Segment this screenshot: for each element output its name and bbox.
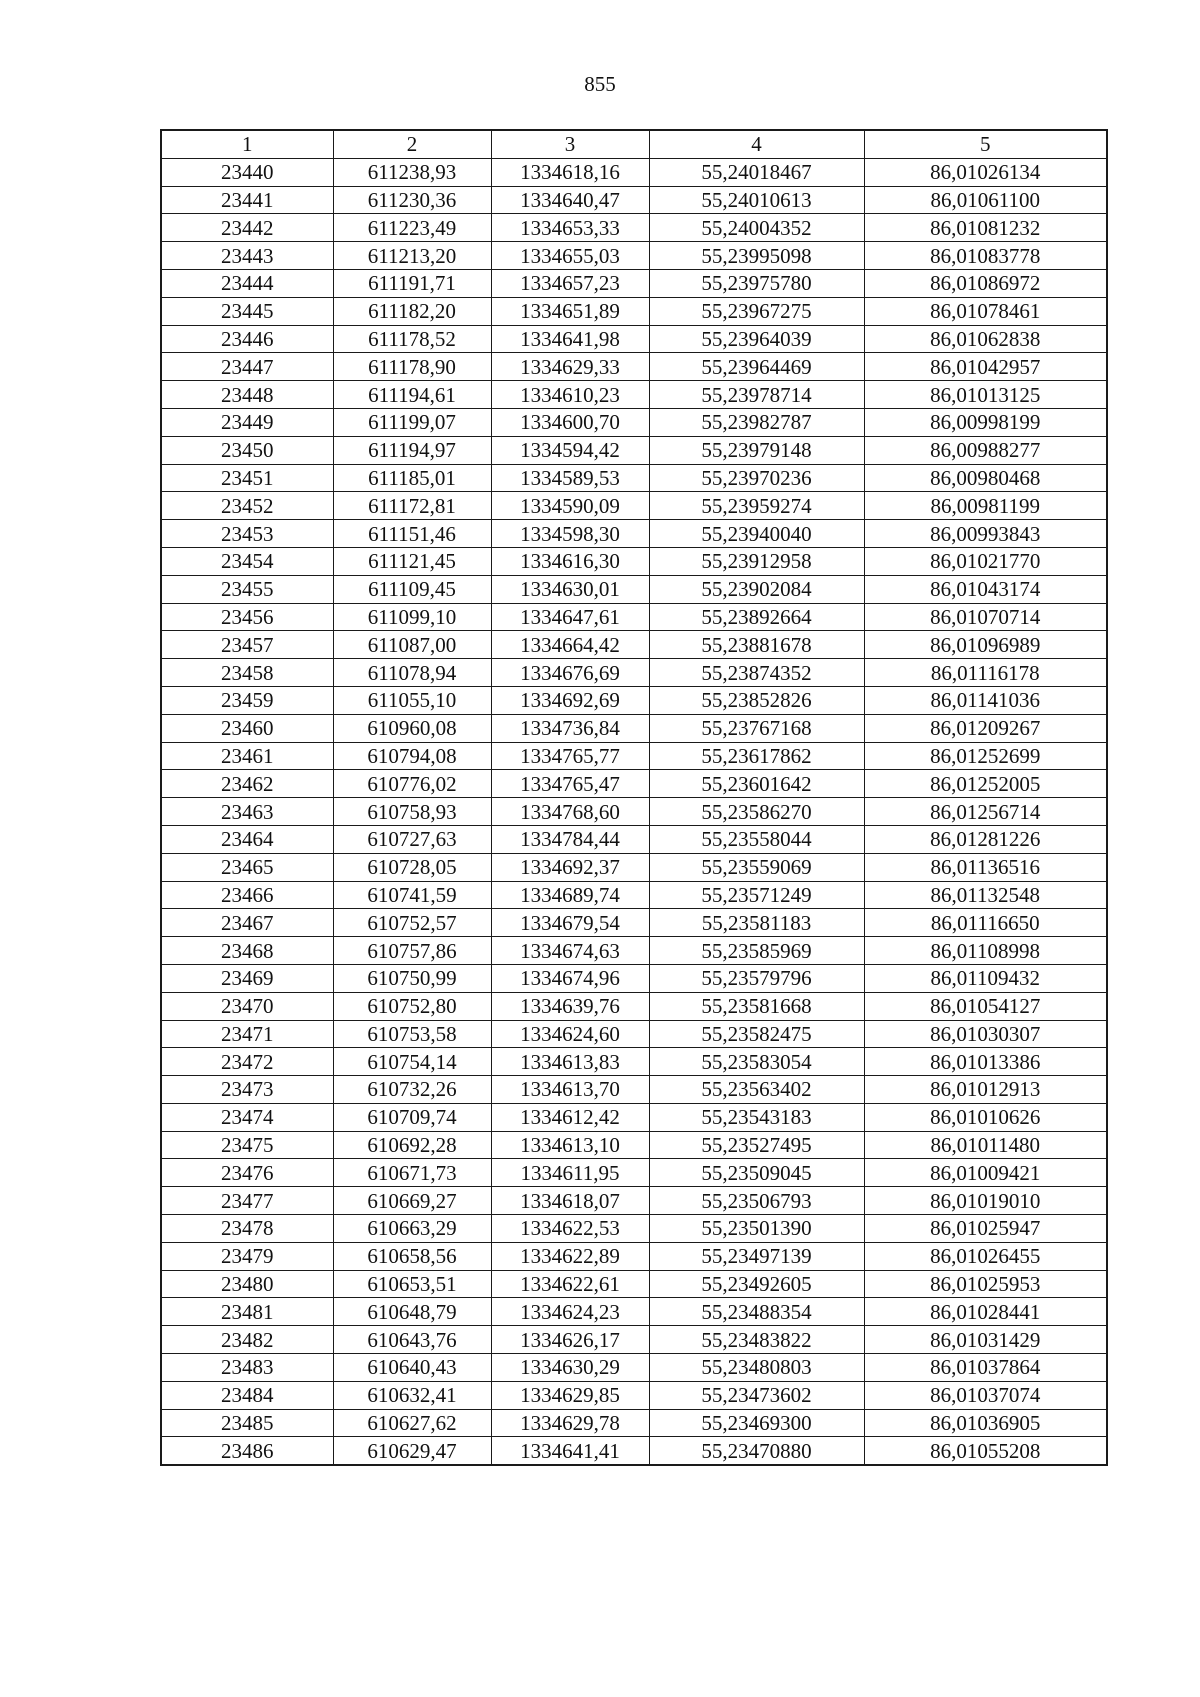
x-coordinate-cell: 610643,76 bbox=[333, 1326, 491, 1354]
x-coordinate-cell: 611191,71 bbox=[333, 269, 491, 297]
y-coordinate-cell: 1334622,61 bbox=[491, 1270, 649, 1298]
table-row bbox=[161, 853, 1107, 881]
table-row bbox=[161, 297, 1107, 325]
longitude-cell: 86,01026134 bbox=[864, 158, 1107, 186]
y-coordinate-cell: 1334624,60 bbox=[491, 1020, 649, 1048]
column-header-5: 5 bbox=[864, 130, 1107, 158]
y-coordinate-cell: 1334600,70 bbox=[491, 408, 649, 436]
latitude-cell: 55,23601642 bbox=[649, 770, 864, 798]
y-coordinate-cell: 1334679,54 bbox=[491, 909, 649, 937]
latitude-cell: 55,23892664 bbox=[649, 603, 864, 631]
table-row bbox=[161, 770, 1107, 798]
point-number-cell: 23458 bbox=[161, 659, 333, 687]
latitude-cell: 55,23571249 bbox=[649, 881, 864, 909]
table-row bbox=[161, 381, 1107, 409]
table-row bbox=[161, 1298, 1107, 1326]
table-row bbox=[161, 1187, 1107, 1215]
point-number-cell: 23445 bbox=[161, 297, 333, 325]
x-coordinate-cell: 610750,99 bbox=[333, 964, 491, 992]
x-coordinate-cell: 611194,61 bbox=[333, 381, 491, 409]
x-coordinate-cell: 611121,45 bbox=[333, 547, 491, 575]
table-row bbox=[161, 575, 1107, 603]
latitude-cell: 55,23959274 bbox=[649, 492, 864, 520]
longitude-cell: 86,01021770 bbox=[864, 547, 1107, 575]
y-coordinate-cell: 1334616,30 bbox=[491, 547, 649, 575]
latitude-cell: 55,23881678 bbox=[649, 631, 864, 659]
y-coordinate-cell: 1334611,95 bbox=[491, 1159, 649, 1187]
table-row bbox=[161, 603, 1107, 631]
y-coordinate-cell: 1334590,09 bbox=[491, 492, 649, 520]
column-header-1: 1 bbox=[161, 130, 333, 158]
table-row bbox=[161, 1354, 1107, 1382]
table-row bbox=[161, 1437, 1107, 1465]
x-coordinate-cell: 611230,36 bbox=[333, 186, 491, 214]
latitude-cell: 55,23492605 bbox=[649, 1270, 864, 1298]
longitude-cell: 86,01136516 bbox=[864, 853, 1107, 881]
longitude-cell: 86,01013125 bbox=[864, 381, 1107, 409]
latitude-cell: 55,23558044 bbox=[649, 825, 864, 853]
x-coordinate-cell: 611078,94 bbox=[333, 659, 491, 687]
point-number-cell: 23476 bbox=[161, 1159, 333, 1187]
longitude-cell: 86,01025947 bbox=[864, 1215, 1107, 1243]
point-number-cell: 23485 bbox=[161, 1409, 333, 1437]
x-coordinate-cell: 610709,74 bbox=[333, 1103, 491, 1131]
latitude-cell: 55,23470880 bbox=[649, 1437, 864, 1465]
point-number-cell: 23478 bbox=[161, 1215, 333, 1243]
latitude-cell: 55,23979148 bbox=[649, 436, 864, 464]
y-coordinate-cell: 1334765,47 bbox=[491, 770, 649, 798]
y-coordinate-cell: 1334629,33 bbox=[491, 353, 649, 381]
table-row bbox=[161, 825, 1107, 853]
x-coordinate-cell: 611109,45 bbox=[333, 575, 491, 603]
latitude-cell: 55,23497139 bbox=[649, 1242, 864, 1270]
longitude-cell: 86,01109432 bbox=[864, 964, 1107, 992]
point-number-cell: 23469 bbox=[161, 964, 333, 992]
longitude-cell: 86,01043174 bbox=[864, 575, 1107, 603]
longitude-cell: 86,01062838 bbox=[864, 325, 1107, 353]
longitude-cell: 86,00993843 bbox=[864, 520, 1107, 548]
latitude-cell: 55,23874352 bbox=[649, 659, 864, 687]
y-coordinate-cell: 1334613,83 bbox=[491, 1048, 649, 1076]
latitude-cell: 55,23964469 bbox=[649, 353, 864, 381]
y-coordinate-cell: 1334624,23 bbox=[491, 1298, 649, 1326]
x-coordinate-cell: 610794,08 bbox=[333, 742, 491, 770]
longitude-cell: 86,01281226 bbox=[864, 825, 1107, 853]
table-row bbox=[161, 214, 1107, 242]
y-coordinate-cell: 1334692,69 bbox=[491, 686, 649, 714]
table-row bbox=[161, 798, 1107, 826]
point-number-cell: 23446 bbox=[161, 325, 333, 353]
longitude-cell: 86,01252005 bbox=[864, 770, 1107, 798]
longitude-cell: 86,01054127 bbox=[864, 992, 1107, 1020]
latitude-cell: 55,23583054 bbox=[649, 1048, 864, 1076]
point-number-cell: 23456 bbox=[161, 603, 333, 631]
latitude-cell: 55,23469300 bbox=[649, 1409, 864, 1437]
y-coordinate-cell: 1334630,01 bbox=[491, 575, 649, 603]
x-coordinate-cell: 611185,01 bbox=[333, 464, 491, 492]
point-number-cell: 23470 bbox=[161, 992, 333, 1020]
x-coordinate-cell: 611151,46 bbox=[333, 520, 491, 548]
point-number-cell: 23450 bbox=[161, 436, 333, 464]
x-coordinate-cell: 610671,73 bbox=[333, 1159, 491, 1187]
x-coordinate-cell: 610653,51 bbox=[333, 1270, 491, 1298]
point-number-cell: 23481 bbox=[161, 1298, 333, 1326]
longitude-cell: 86,01019010 bbox=[864, 1187, 1107, 1215]
y-coordinate-cell: 1334664,42 bbox=[491, 631, 649, 659]
y-coordinate-cell: 1334618,16 bbox=[491, 158, 649, 186]
table-row bbox=[161, 1409, 1107, 1437]
point-number-cell: 23466 bbox=[161, 881, 333, 909]
y-coordinate-cell: 1334768,60 bbox=[491, 798, 649, 826]
table-row bbox=[161, 1381, 1107, 1409]
point-number-cell: 23452 bbox=[161, 492, 333, 520]
longitude-cell: 86,01086972 bbox=[864, 269, 1107, 297]
table-row bbox=[161, 909, 1107, 937]
table-row bbox=[161, 1159, 1107, 1187]
table-row bbox=[161, 937, 1107, 965]
longitude-cell: 86,01141036 bbox=[864, 686, 1107, 714]
point-number-cell: 23482 bbox=[161, 1326, 333, 1354]
table-row bbox=[161, 242, 1107, 270]
longitude-cell: 86,01078461 bbox=[864, 297, 1107, 325]
coordinates-table bbox=[160, 129, 1108, 1466]
x-coordinate-cell: 610648,79 bbox=[333, 1298, 491, 1326]
longitude-cell: 86,01011480 bbox=[864, 1131, 1107, 1159]
x-coordinate-cell: 610757,86 bbox=[333, 937, 491, 965]
longitude-cell: 86,01012913 bbox=[864, 1076, 1107, 1104]
y-coordinate-cell: 1334641,98 bbox=[491, 325, 649, 353]
y-coordinate-cell: 1334589,53 bbox=[491, 464, 649, 492]
table-row bbox=[161, 186, 1107, 214]
y-coordinate-cell: 1334629,78 bbox=[491, 1409, 649, 1437]
latitude-cell: 55,23473602 bbox=[649, 1381, 864, 1409]
longitude-cell: 86,01055208 bbox=[864, 1437, 1107, 1465]
point-number-cell: 23459 bbox=[161, 686, 333, 714]
table-row bbox=[161, 881, 1107, 909]
point-number-cell: 23453 bbox=[161, 520, 333, 548]
point-number-cell: 23447 bbox=[161, 353, 333, 381]
table-row bbox=[161, 631, 1107, 659]
point-number-cell: 23461 bbox=[161, 742, 333, 770]
point-number-cell: 23462 bbox=[161, 770, 333, 798]
column-header-2: 2 bbox=[333, 130, 491, 158]
y-coordinate-cell: 1334594,42 bbox=[491, 436, 649, 464]
longitude-cell: 86,00998199 bbox=[864, 408, 1107, 436]
point-number-cell: 23472 bbox=[161, 1048, 333, 1076]
latitude-cell: 55,23970236 bbox=[649, 464, 864, 492]
latitude-cell: 55,24004352 bbox=[649, 214, 864, 242]
table-body bbox=[161, 158, 1107, 1465]
table-row bbox=[161, 742, 1107, 770]
latitude-cell: 55,24010613 bbox=[649, 186, 864, 214]
latitude-cell: 55,23967275 bbox=[649, 297, 864, 325]
y-coordinate-cell: 1334765,77 bbox=[491, 742, 649, 770]
point-number-cell: 23475 bbox=[161, 1131, 333, 1159]
point-number-cell: 23457 bbox=[161, 631, 333, 659]
table-row bbox=[161, 992, 1107, 1020]
longitude-cell: 86,01026455 bbox=[864, 1242, 1107, 1270]
x-coordinate-cell: 611087,00 bbox=[333, 631, 491, 659]
table-row bbox=[161, 1270, 1107, 1298]
latitude-cell: 55,23506793 bbox=[649, 1187, 864, 1215]
x-coordinate-cell: 611182,20 bbox=[333, 297, 491, 325]
x-coordinate-cell: 610732,26 bbox=[333, 1076, 491, 1104]
table-row bbox=[161, 547, 1107, 575]
point-number-cell: 23484 bbox=[161, 1381, 333, 1409]
latitude-cell: 55,23940040 bbox=[649, 520, 864, 548]
y-coordinate-cell: 1334610,23 bbox=[491, 381, 649, 409]
longitude-cell: 86,01037074 bbox=[864, 1381, 1107, 1409]
y-coordinate-cell: 1334630,29 bbox=[491, 1354, 649, 1382]
table-row bbox=[161, 353, 1107, 381]
point-number-cell: 23463 bbox=[161, 798, 333, 826]
table-row bbox=[161, 436, 1107, 464]
page-number: 855 bbox=[584, 72, 616, 96]
x-coordinate-cell: 610632,41 bbox=[333, 1381, 491, 1409]
point-number-cell: 23448 bbox=[161, 381, 333, 409]
x-coordinate-cell: 611194,97 bbox=[333, 436, 491, 464]
y-coordinate-cell: 1334629,85 bbox=[491, 1381, 649, 1409]
point-number-cell: 23479 bbox=[161, 1242, 333, 1270]
y-coordinate-cell: 1334674,63 bbox=[491, 937, 649, 965]
latitude-cell: 55,23581668 bbox=[649, 992, 864, 1020]
table-row bbox=[161, 964, 1107, 992]
x-coordinate-cell: 610727,63 bbox=[333, 825, 491, 853]
table-row bbox=[161, 269, 1107, 297]
point-number-cell: 23455 bbox=[161, 575, 333, 603]
longitude-cell: 86,01042957 bbox=[864, 353, 1107, 381]
longitude-cell: 86,01013386 bbox=[864, 1048, 1107, 1076]
table-row bbox=[161, 686, 1107, 714]
x-coordinate-cell: 611172,81 bbox=[333, 492, 491, 520]
table-row bbox=[161, 1131, 1107, 1159]
x-coordinate-cell: 611213,20 bbox=[333, 242, 491, 270]
longitude-cell: 86,01116178 bbox=[864, 659, 1107, 687]
longitude-cell: 86,01025953 bbox=[864, 1270, 1107, 1298]
latitude-cell: 55,23586270 bbox=[649, 798, 864, 826]
latitude-cell: 55,23509045 bbox=[649, 1159, 864, 1187]
x-coordinate-cell: 610758,93 bbox=[333, 798, 491, 826]
table-row bbox=[161, 1103, 1107, 1131]
latitude-cell: 55,23579796 bbox=[649, 964, 864, 992]
y-coordinate-cell: 1334626,17 bbox=[491, 1326, 649, 1354]
point-number-cell: 23464 bbox=[161, 825, 333, 853]
latitude-cell: 55,24018467 bbox=[649, 158, 864, 186]
longitude-cell: 86,01031429 bbox=[864, 1326, 1107, 1354]
table-row bbox=[161, 1076, 1107, 1104]
x-coordinate-cell: 611055,10 bbox=[333, 686, 491, 714]
point-number-cell: 23444 bbox=[161, 269, 333, 297]
longitude-cell: 86,01081232 bbox=[864, 214, 1107, 242]
y-coordinate-cell: 1334622,89 bbox=[491, 1242, 649, 1270]
latitude-cell: 55,23581183 bbox=[649, 909, 864, 937]
longitude-cell: 86,01096989 bbox=[864, 631, 1107, 659]
table-row bbox=[161, 408, 1107, 436]
longitude-cell: 86,00988277 bbox=[864, 436, 1107, 464]
point-number-cell: 23454 bbox=[161, 547, 333, 575]
table-row bbox=[161, 520, 1107, 548]
x-coordinate-cell: 610627,62 bbox=[333, 1409, 491, 1437]
point-number-cell: 23486 bbox=[161, 1437, 333, 1465]
table-row bbox=[161, 325, 1107, 353]
x-coordinate-cell: 610960,08 bbox=[333, 714, 491, 742]
table-row bbox=[161, 1048, 1107, 1076]
longitude-cell: 86,01132548 bbox=[864, 881, 1107, 909]
x-coordinate-cell: 611223,49 bbox=[333, 214, 491, 242]
y-coordinate-cell: 1334618,07 bbox=[491, 1187, 649, 1215]
x-coordinate-cell: 611178,52 bbox=[333, 325, 491, 353]
longitude-cell: 86,01108998 bbox=[864, 937, 1107, 965]
y-coordinate-cell: 1334692,37 bbox=[491, 853, 649, 881]
longitude-cell: 86,01252699 bbox=[864, 742, 1107, 770]
table-row bbox=[161, 1326, 1107, 1354]
longitude-cell: 86,01209267 bbox=[864, 714, 1107, 742]
latitude-cell: 55,23912958 bbox=[649, 547, 864, 575]
point-number-cell: 23460 bbox=[161, 714, 333, 742]
y-coordinate-cell: 1334674,96 bbox=[491, 964, 649, 992]
latitude-cell: 55,23852826 bbox=[649, 686, 864, 714]
latitude-cell: 55,23480803 bbox=[649, 1354, 864, 1382]
point-number-cell: 23442 bbox=[161, 214, 333, 242]
longitude-cell: 86,01256714 bbox=[864, 798, 1107, 826]
y-coordinate-cell: 1334653,33 bbox=[491, 214, 649, 242]
longitude-cell: 86,01010626 bbox=[864, 1103, 1107, 1131]
table-row bbox=[161, 1242, 1107, 1270]
x-coordinate-cell: 610752,57 bbox=[333, 909, 491, 937]
latitude-cell: 55,23483822 bbox=[649, 1326, 864, 1354]
longitude-cell: 86,01028441 bbox=[864, 1298, 1107, 1326]
x-coordinate-cell: 610754,14 bbox=[333, 1048, 491, 1076]
point-number-cell: 23473 bbox=[161, 1076, 333, 1104]
table-row bbox=[161, 1215, 1107, 1243]
x-coordinate-cell: 610663,29 bbox=[333, 1215, 491, 1243]
latitude-cell: 55,23964039 bbox=[649, 325, 864, 353]
x-coordinate-cell: 611099,10 bbox=[333, 603, 491, 631]
latitude-cell: 55,23559069 bbox=[649, 853, 864, 881]
longitude-cell: 86,01061100 bbox=[864, 186, 1107, 214]
point-number-cell: 23468 bbox=[161, 937, 333, 965]
point-number-cell: 23471 bbox=[161, 1020, 333, 1048]
latitude-cell: 55,23902084 bbox=[649, 575, 864, 603]
y-coordinate-cell: 1334639,76 bbox=[491, 992, 649, 1020]
y-coordinate-cell: 1334598,30 bbox=[491, 520, 649, 548]
point-number-cell: 23441 bbox=[161, 186, 333, 214]
latitude-cell: 55,23488354 bbox=[649, 1298, 864, 1326]
table-row bbox=[161, 659, 1107, 687]
point-number-cell: 23449 bbox=[161, 408, 333, 436]
x-coordinate-cell: 610776,02 bbox=[333, 770, 491, 798]
point-number-cell: 23480 bbox=[161, 1270, 333, 1298]
latitude-cell: 55,23501390 bbox=[649, 1215, 864, 1243]
y-coordinate-cell: 1334647,61 bbox=[491, 603, 649, 631]
x-coordinate-cell: 610728,05 bbox=[333, 853, 491, 881]
x-coordinate-cell: 610640,43 bbox=[333, 1354, 491, 1382]
point-number-cell: 23483 bbox=[161, 1354, 333, 1382]
longitude-cell: 86,01116650 bbox=[864, 909, 1107, 937]
latitude-cell: 55,23975780 bbox=[649, 269, 864, 297]
point-number-cell: 23465 bbox=[161, 853, 333, 881]
longitude-cell: 86,00981199 bbox=[864, 492, 1107, 520]
y-coordinate-cell: 1334613,70 bbox=[491, 1076, 649, 1104]
longitude-cell: 86,01037864 bbox=[864, 1354, 1107, 1382]
latitude-cell: 55,23527495 bbox=[649, 1131, 864, 1159]
latitude-cell: 55,23585969 bbox=[649, 937, 864, 965]
latitude-cell: 55,23978714 bbox=[649, 381, 864, 409]
column-header-3: 3 bbox=[491, 130, 649, 158]
latitude-cell: 55,23982787 bbox=[649, 408, 864, 436]
y-coordinate-cell: 1334784,44 bbox=[491, 825, 649, 853]
longitude-cell: 86,01030307 bbox=[864, 1020, 1107, 1048]
longitude-cell: 86,00980468 bbox=[864, 464, 1107, 492]
point-number-cell: 23443 bbox=[161, 242, 333, 270]
x-coordinate-cell: 610752,80 bbox=[333, 992, 491, 1020]
point-number-cell: 23474 bbox=[161, 1103, 333, 1131]
x-coordinate-cell: 611178,90 bbox=[333, 353, 491, 381]
latitude-cell: 55,23767168 bbox=[649, 714, 864, 742]
y-coordinate-cell: 1334657,23 bbox=[491, 269, 649, 297]
x-coordinate-cell: 610753,58 bbox=[333, 1020, 491, 1048]
longitude-cell: 86,01009421 bbox=[864, 1159, 1107, 1187]
x-coordinate-cell: 610629,47 bbox=[333, 1437, 491, 1465]
table-header-row bbox=[161, 130, 1107, 158]
y-coordinate-cell: 1334641,41 bbox=[491, 1437, 649, 1465]
table-row bbox=[161, 1020, 1107, 1048]
y-coordinate-cell: 1334640,47 bbox=[491, 186, 649, 214]
point-number-cell: 23467 bbox=[161, 909, 333, 937]
table-row bbox=[161, 492, 1107, 520]
y-coordinate-cell: 1334736,84 bbox=[491, 714, 649, 742]
x-coordinate-cell: 610669,27 bbox=[333, 1187, 491, 1215]
point-number-cell: 23451 bbox=[161, 464, 333, 492]
y-coordinate-cell: 1334651,89 bbox=[491, 297, 649, 325]
longitude-cell: 86,01036905 bbox=[864, 1409, 1107, 1437]
latitude-cell: 55,23563402 bbox=[649, 1076, 864, 1104]
table-row bbox=[161, 714, 1107, 742]
longitude-cell: 86,01070714 bbox=[864, 603, 1107, 631]
latitude-cell: 55,23995098 bbox=[649, 242, 864, 270]
latitude-cell: 55,23543183 bbox=[649, 1103, 864, 1131]
x-coordinate-cell: 611199,07 bbox=[333, 408, 491, 436]
point-number-cell: 23440 bbox=[161, 158, 333, 186]
latitude-cell: 55,23617862 bbox=[649, 742, 864, 770]
x-coordinate-cell: 611238,93 bbox=[333, 158, 491, 186]
y-coordinate-cell: 1334622,53 bbox=[491, 1215, 649, 1243]
y-coordinate-cell: 1334612,42 bbox=[491, 1103, 649, 1131]
x-coordinate-cell: 610741,59 bbox=[333, 881, 491, 909]
x-coordinate-cell: 610658,56 bbox=[333, 1242, 491, 1270]
point-number-cell: 23477 bbox=[161, 1187, 333, 1215]
column-header-4: 4 bbox=[649, 130, 864, 158]
table-row bbox=[161, 464, 1107, 492]
latitude-cell: 55,23582475 bbox=[649, 1020, 864, 1048]
table-row bbox=[161, 158, 1107, 186]
x-coordinate-cell: 610692,28 bbox=[333, 1131, 491, 1159]
y-coordinate-cell: 1334613,10 bbox=[491, 1131, 649, 1159]
y-coordinate-cell: 1334655,03 bbox=[491, 242, 649, 270]
y-coordinate-cell: 1334689,74 bbox=[491, 881, 649, 909]
y-coordinate-cell: 1334676,69 bbox=[491, 659, 649, 687]
longitude-cell: 86,01083778 bbox=[864, 242, 1107, 270]
